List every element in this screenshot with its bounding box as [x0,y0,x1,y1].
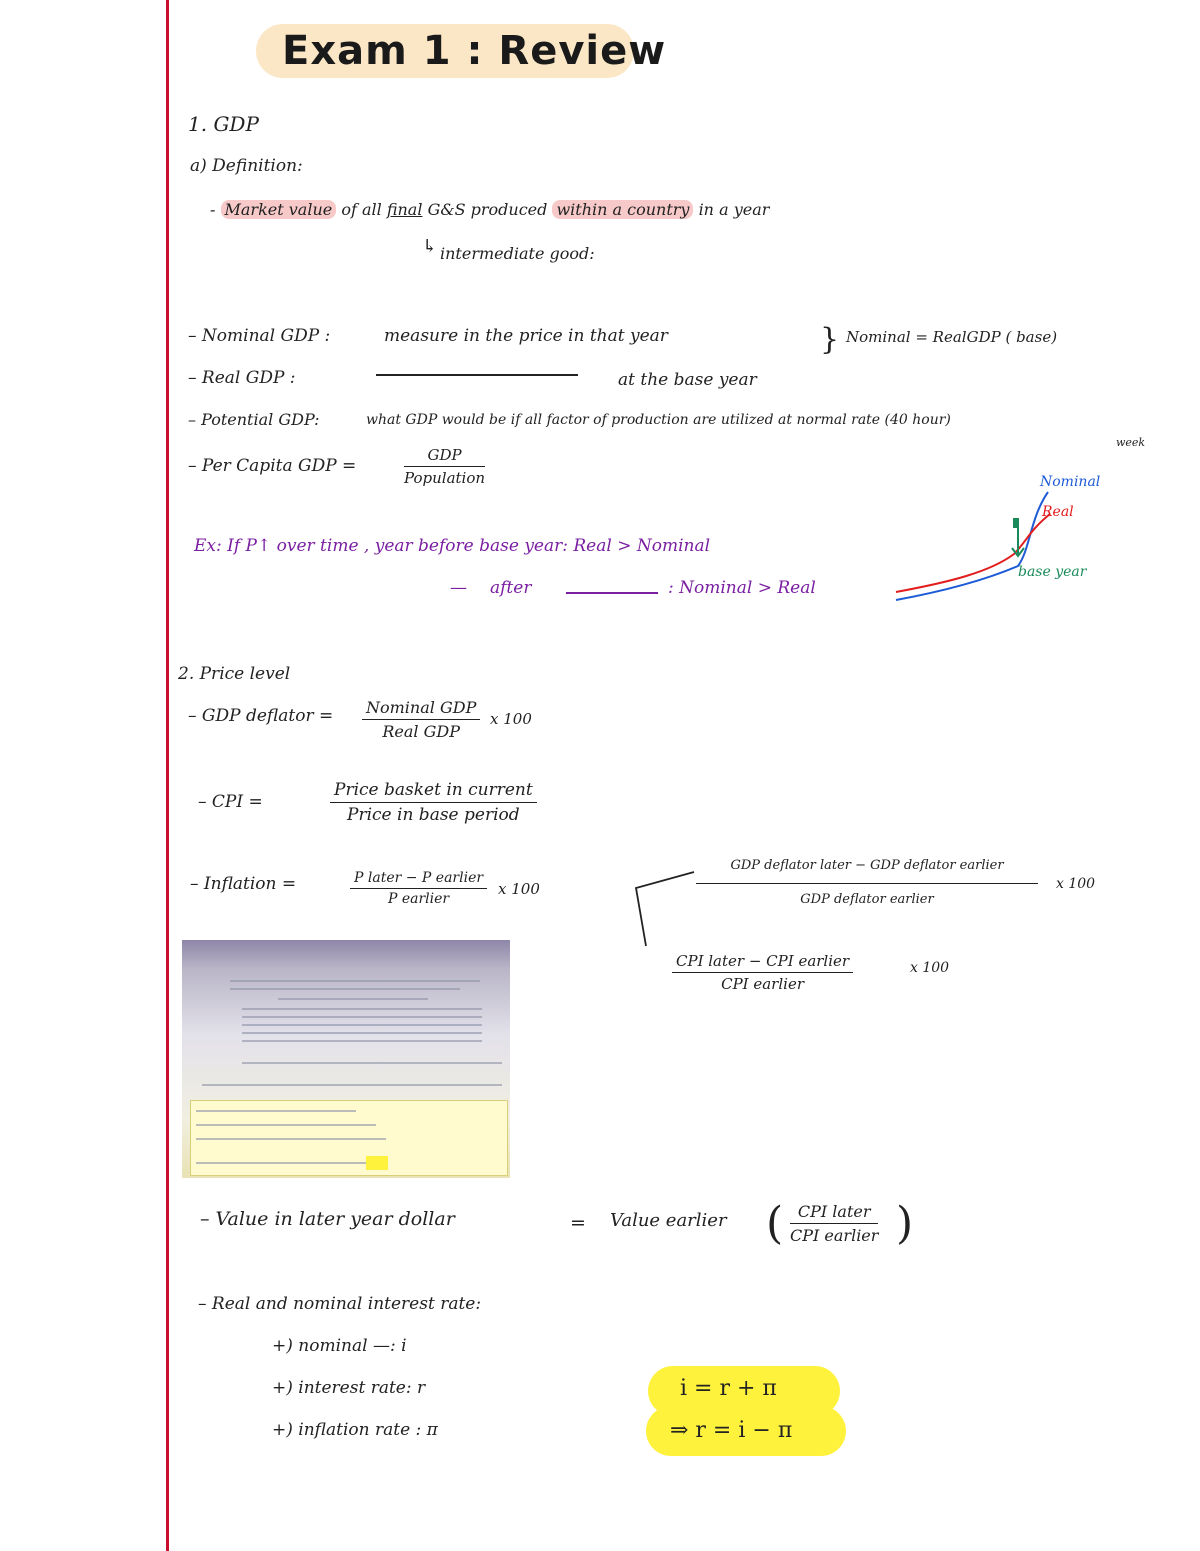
value-equals: = [570,1212,586,1234]
interest-label: – Real and nominal interest rate: [198,1294,482,1314]
cpi-fraction [330,780,537,825]
value-numerator: CPI later [790,1202,878,1224]
inflation-denominator: P earlier [387,891,450,907]
value-earlier-text: Value earlier [610,1210,727,1231]
value-fraction [790,1202,878,1245]
potential-gdp-text-week: week [1116,436,1146,449]
per-capita-denominator: Population [404,469,486,487]
graph-label-nominal: Nominal [1040,474,1101,490]
cpi-numerator: Price basket in current [330,780,537,803]
inflation-label: – Inflation = [190,874,297,894]
nominal-gdp-text: measure in the price in that year [384,326,668,346]
cpi-inflation-denominator: CPI earlier [721,975,804,993]
graph-label-real: Real [1042,504,1074,520]
fisher-equation: i = r + π [680,1376,777,1401]
real-gdp-text: at the base year [618,370,757,390]
highlight-market-value: Market value [221,200,337,219]
intersection-marker [1013,518,1019,528]
gdp-deflator-fraction [362,698,480,741]
exercise-photo [182,940,510,1178]
text-final: final [386,200,423,219]
per-capita-label: – Per Capita GDP = [188,456,357,476]
per-capita-fraction [404,446,485,487]
gdp-deflator-label: – GDP deflator = [188,706,334,726]
intermediate-good-note: intermediate good: [440,244,595,263]
interest-item-rate: +) interest rate: r [272,1378,426,1398]
cpi-inflation-fraction [672,952,853,993]
definition-subheading: a) Definition: [190,156,303,176]
example-line-1: Ex: If P↑ over time , year before base year: Real > Nominal [194,536,711,556]
brace-icon: } [820,322,840,357]
gdp-deflator-inflation-fraction [696,858,1038,907]
example-dash: — [450,578,467,598]
text-in-a-year: in a year [698,200,770,219]
example-line-2: : Nominal > Real [668,578,816,598]
gdp-deflator-inflation-times: x 100 [1056,876,1096,892]
fisher-equation-solved: ⇒ r = i − π [670,1418,793,1443]
text-of-all: of all [341,200,382,219]
nominal-curve [896,492,1048,600]
left-paren: ( [766,1198,784,1249]
ditto-line [376,374,578,376]
page-title: Exam 1 : Review [282,28,667,74]
section-heading-price-level: 2. Price level [178,664,291,684]
bullet-dash: - [210,200,216,219]
potential-gdp-label: – Potential GDP: [188,410,320,429]
graph-label-base-year: base year [1018,564,1087,580]
base-year-arrow-icon [1012,528,1024,556]
interest-item-nominal: +) nominal —: i [272,1336,407,1356]
interest-item-inflation: +) inflation rate : π [272,1420,438,1440]
gdp-deflator-times: x 100 [490,710,532,728]
gdp-deflator-denominator: Real GDP [382,722,460,741]
section-heading-gdp: 1. GDP [188,112,259,136]
value-denominator: CPI earlier [790,1226,879,1245]
gdp-deflator-numerator: Nominal GDP [362,698,480,720]
text-gs: G&S produced [427,200,548,219]
inflation-numerator: P later − P earlier [350,870,487,889]
real-curve [896,514,1050,592]
inflation-times: x 100 [498,880,540,898]
example-ditto-line [566,592,658,594]
gdp-deflator-inflation-numerator: GDP deflator later − GDP deflator earlier [696,858,1038,884]
per-capita-numerator: GDP [404,446,485,467]
nominal-real-note: Nominal = RealGDP ( base) [846,328,1058,346]
cpi-label: – CPI = [198,792,263,812]
value-later-label: – Value in later year dollar [200,1208,455,1230]
cpi-inflation-times: x 100 [910,960,950,976]
real-gdp-label: – Real GDP : [188,368,296,388]
down-arrow-icon: ↳ [422,236,438,257]
cpi-denominator: Price in base period [347,805,520,825]
nominal-real-graph [890,470,1110,620]
notebook-margin-line [166,0,169,1551]
potential-gdp-text: what GDP would be if all factor of production are utilized at normal rate (40 hour) [366,412,951,428]
cpi-inflation-numerator: CPI later − CPI earlier [672,952,853,973]
gdp-deflator-inflation-denominator: GDP deflator earlier [800,892,934,907]
definition-line [210,200,769,219]
nominal-gdp-label: – Nominal GDP : [188,326,331,346]
example-after: after [490,578,532,598]
highlight-within-country: within a country [552,200,693,219]
right-paren: ) [896,1198,914,1249]
inflation-fraction [350,870,487,907]
